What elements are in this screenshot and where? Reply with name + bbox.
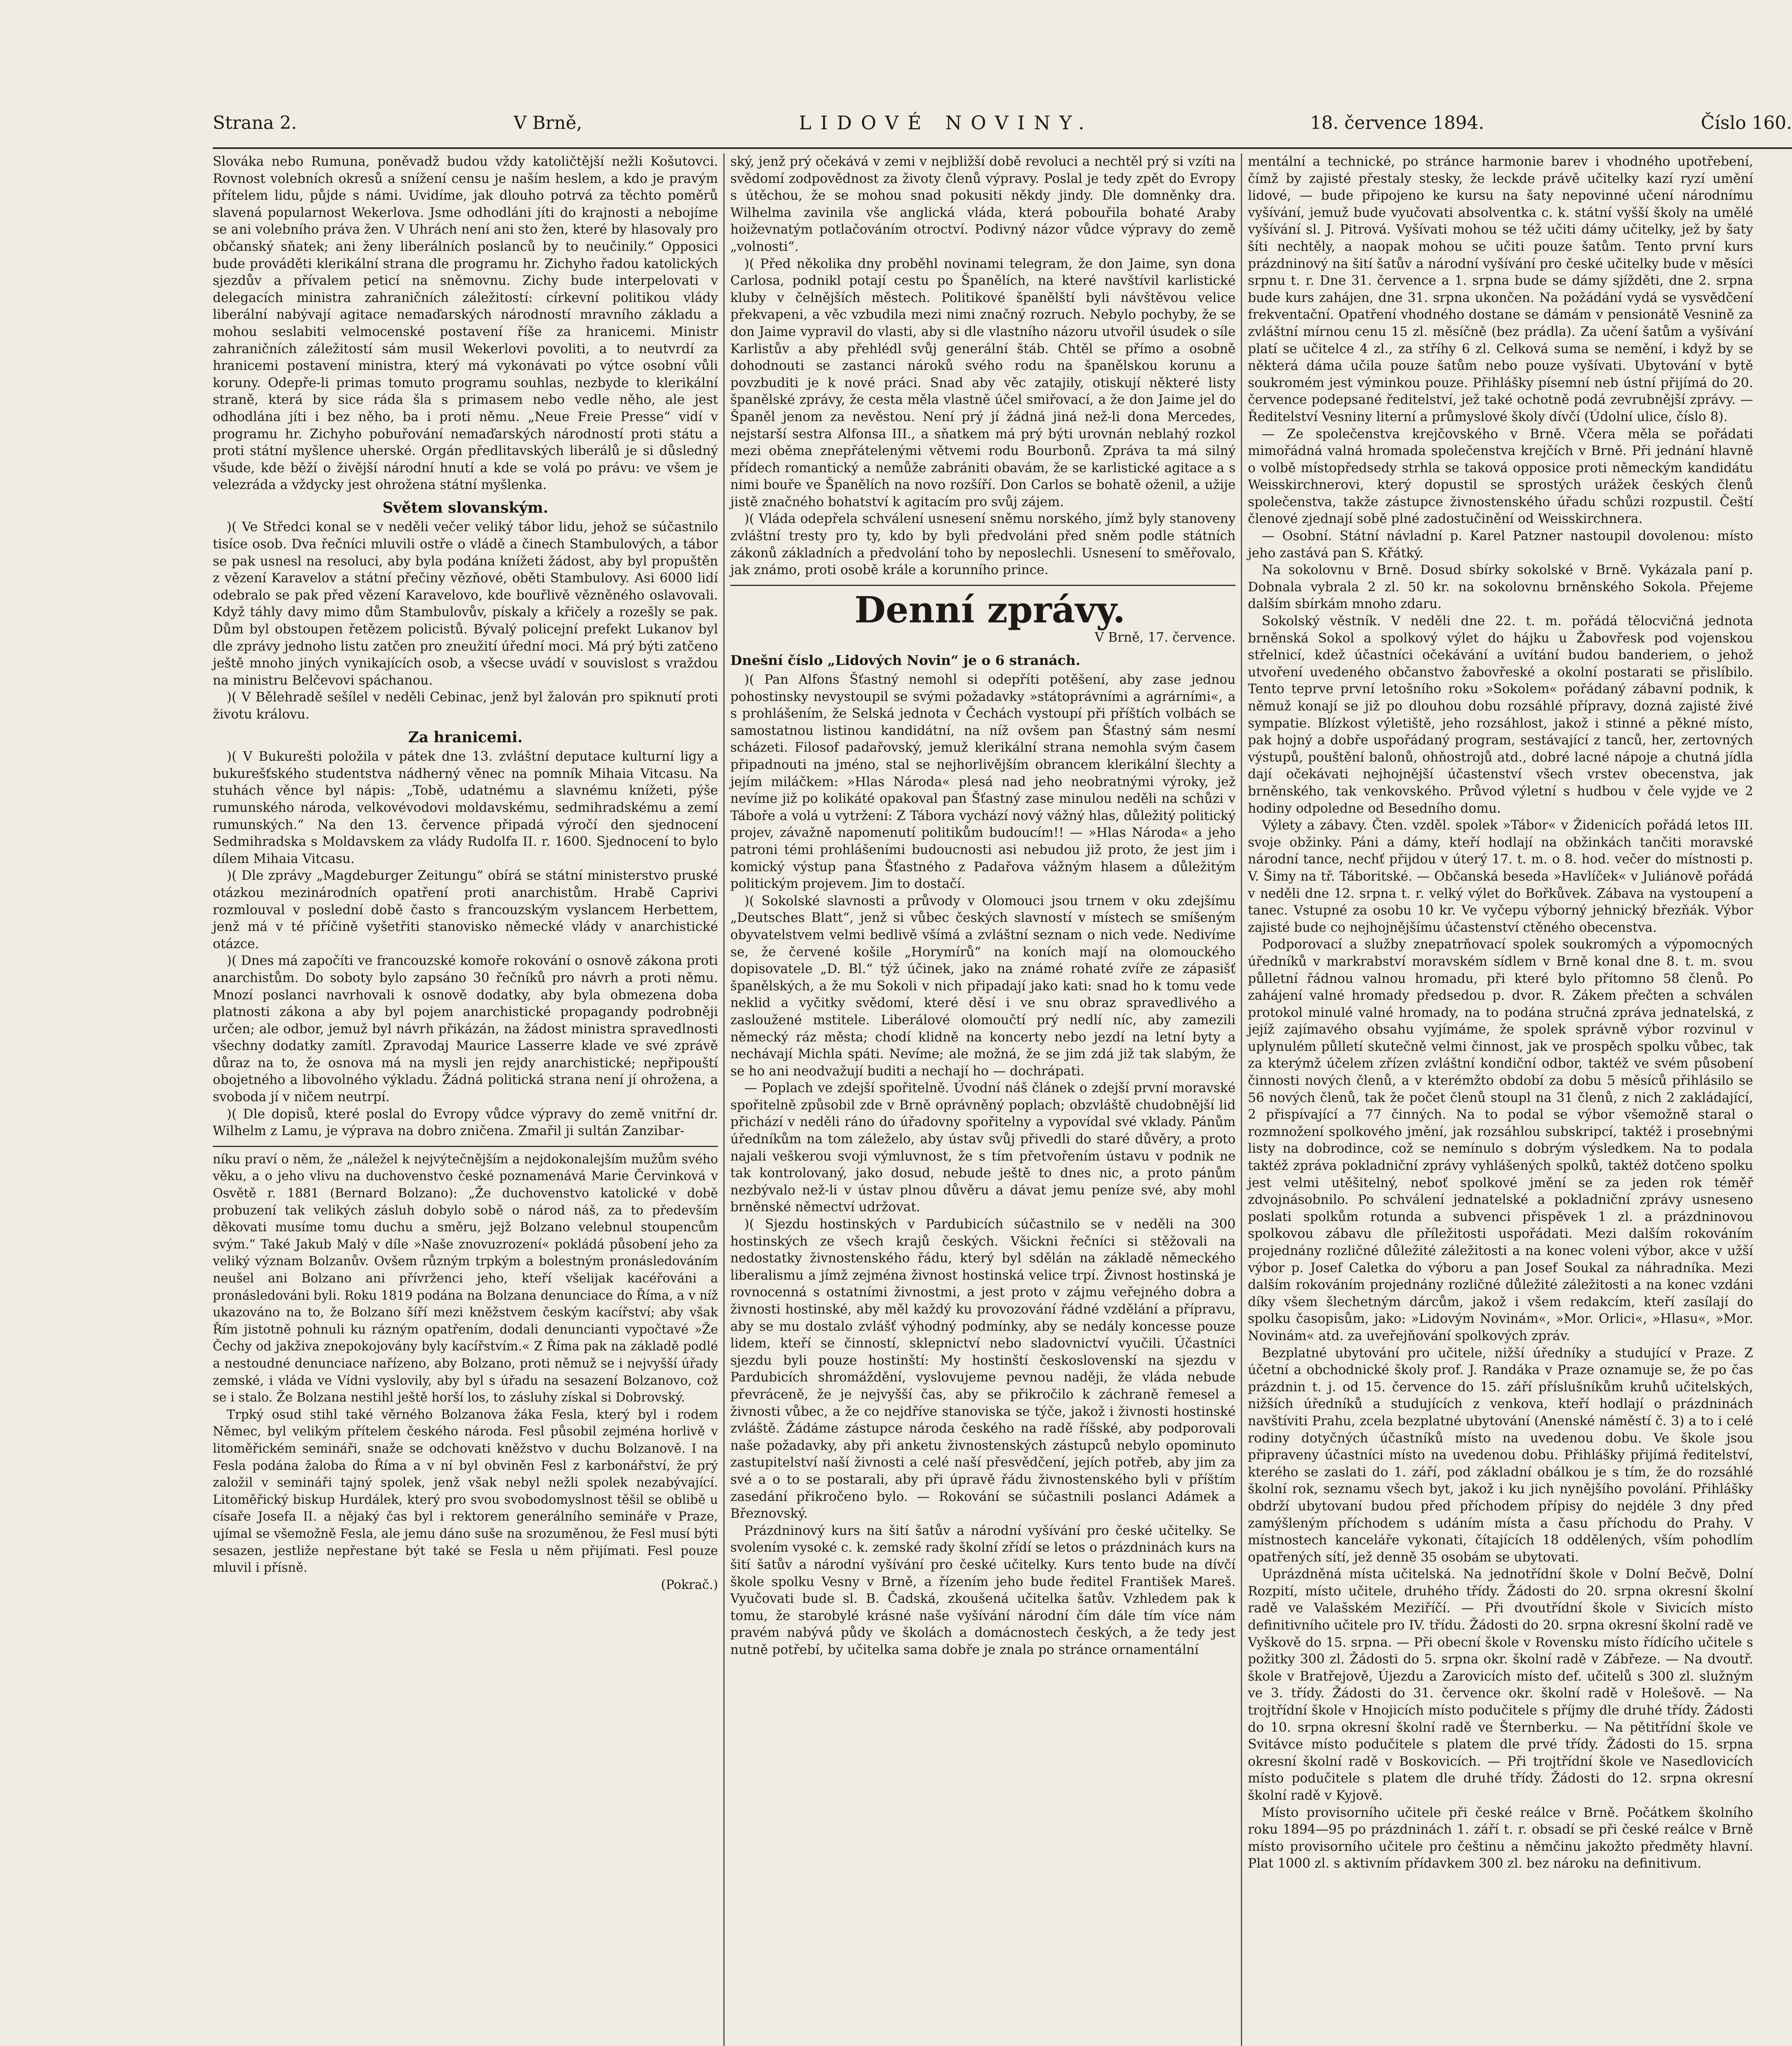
article-text: )( Dle zprávy „Magdeburger Zeitungu“ obírá se státní ministerstvo pruské otázkou mezinárodních opatření proti anarchistům. Hrabě Caprivi rozmlouval v poslední době často s francouzským vyslancem Herbettem, jenž má v té příčině vyšetřiti stanovisko německé vlády v anarchistické otázce. [213, 868, 718, 951]
dateline: V Brně, 17. července. [1094, 630, 1236, 645]
issue-date: 18. července 1894. [1310, 112, 1484, 133]
article-text: )( Pan Alfons Šťastný nemohl si odepříti potěšení, aby zase jednou pohostinsky nevystoupil se svými požadavky »státoprávními a agrárními«, a s prohlášením, že Selská jednota v Čechách vystoupí při příštích volbách se samostatnou listinou kandidátní, na níž ovšem pan Šťastný sám nesmí scházeti. Filosof padařovský, jemuž klerikální strana nemohla svým časem připadnouti na jméno, stal se nejhorlivějším obrancem klerikální šlechty a jejím miláčkem: »Hlas Národa« plesá nad jeho neobratnými výroky, jež nevíme již po kolikáté opakoval pan Šťastný zase minulou neděli na schůzi v Táboře a volá u vytržení: Z Tábora vychází nový vážný hlas, důležitý politický projev, závažně napomenutí politikům budoucím!! — »Hlas Národa« a jeho patroni témi prohlášeními budoucnosti asi nebudou již proto, že jest jim i komický výstup pana Šťastného z Padařova vážným hlasem a důležitým politickým projevem. Jim to dostačí. [730, 672, 1236, 892]
article-text: Uprázdněná místa učitelská. Na jednotřídní škole v Dolní Bečvě, Dolní Rozpití, místo učitele, druhého třídy. Žádosti do 20. srpna okresní školní radě ve Valašském Meziříčí. — Při dvoutřídní škole v Sivicích místo definitivního učitele pro IV. třídu. Žádosti do 20. srpna okresní školní radě ve Vyškově do 15. srpna. — Při obecní škole v Rovensku místo řídícího učitele s požitky 300 zl. Žádosti do 5. srpna okr. školní radě v Zábřeze. — Na dvoutř. škole v Bratřejově, Újezdu a Zarovicích místo def. učitelů s 300 zl. služným ve 3. třídy. Žádosti do 31. července okr. školní radě v Holešově. — Na trojtřídní škole v Hnojicích místo podučitele s příjmy dle druhé třídy. Žádosti do 10. srpna okresní školní radě ve Šternberku. — Na pětitřídní škole ve Svitávce místo podučitele s platem dle prvé třídy. Žádosti do 15. srpna okresní školní radě v Boskovicích. — Při trojtřídní škole ve Nasedlovicích místo podučitele s platem dle druhé třídy. Žádosti do 12. srpna okresní školní radě v Kyjově. [1248, 1567, 1753, 1803]
feuilleton-text: Trpký osud stihl také věrného Bolzanova žáka Fesla, který byl i rodem Němec, byl velikým přítelem českého národa. Fesl působil zejména horlivě v litoměřickém semináři, snaže se odchovati kněžstvo v duchu Bolzanově. I na Fesla podána žaloba do Říma a v ní byl obviněn Fesl z karbonářství, že prý založil v semináři tajný spolek, jenž však nebyl nežli spolek nezabývající. Litoměřický biskup Hurdálek, který pro svou svobodomyslnost těšil se oblibě u císaře Josefa II. a nějaký čas byl i rektorem generálního semináře v Praze, ujímal se všemožně Fesla, ale jemu dáno suše na srozuměnou, že Fesl musí býti sesazen, jestliže nepřestane být také se Fesla u něm přijímati. Fesl pouze mluvil i přísně. [213, 1407, 718, 1575]
feuilleton-divider [213, 1146, 718, 1147]
article-text: Podporovací a služby znepatrňovací spolek soukromých a výpomocných úředníků v markrabství moravském sídlem v Brně konal dne 8. t. m. svou půlletní řádnou valnou hromadu, při které bylo přítomno 58 členů. Po zahájení valné hromady předsedou p. dvor. R. Zákem přečten a schválen protokol minulé valné hromady, na to podána stručná zpráva jednatelská, z jejíž zajímavého obsahu vyjímáme, že spolek správně výbor rozvinul v uplynulém půlletí skutečně velmi činnost, jak ve prospěch spolku vůbec, tak za kterýmž účelem zřízen zvláštní kondiční odbor, taktéž ve svém působení činnosti nových členů, a v kterémžto období za dobu 5 měsíců přihlásilo se 56 nových členů, tak že počet členů stoupl na 31 členů, z nich 2 zakládající, 2 přispívající a 77 činných. Na to podal se výbor všemožně staral o rozmnožení spolkového jmění, jak rozsáhlou subskripcí, taktéž i prosebnými listy na dobrodince, což se nemínulo s dobrým výsledkem. Na to podala taktéž zpráva pokladniční zprávy vyhlášených spolků, taktéž dotčeno spolku jest velmi utěšitelný, neboť spolkové jmění se za jeden rok téměř zdvojnásobnilo. Po schválení jednatelské a pokladniční zprávy usneseno poslati spolkům rotunda a subvenci přispěvek 1 zl. a prázdninovou spolkovou zábavu dle příležitosti uspořádati. Mezi dalším rokováním projednány rozličné důležité záležitosti a na konec voleni výbor, akce v užší výbor p. Josef Caletka do výboru a pan Josef Soukal za náhradníka. Mezi dalším rokováním projednány rozličné důležité záležitosti a na konec vzdáni díky všem šlechetným dárcům, jakož i všem redakcím, kteří zasílají do spolku časopisům, jako: »Lidovým Novinám«, »Mor. Orlici«, »Hlasu«, »Mor. Novinám« atd. za uveřejňování spolkových zpráv. [1248, 937, 1753, 1343]
city: V Brně, [513, 112, 582, 133]
article-text: )( Dnes má započíti ve francouzské komoře rokování o osnově zákona proti anarchistům. Do soboty bylo zapsáno 30 řečníků pro návrh a proti němu. Mnozí poslanci navrhovali k osnově dodatky, aby byla obmezena doba platnosti zákona a aby byl pojem anarchistické propagandy podrobněji určen; ale odbor, jemuž byl návrh přikázán, na žádost ministra spravedlnosti všechny dodatky zamítl. Zpravodaj Maurice Lasserre klade ve své zprávě důraz na to, že osnova má na mysli jen rejdy anarchistické; nepřipouští obojetného a libovolného výkladu. Žádná politická strana není jí ohrožena, a svoboda jí v ničem neutrpí. [213, 953, 718, 1105]
article-text: Na sokolovnu v Brně. Dosud sbírky sokolské v Brně. Vykázala paní p. Dobnala vybrala 2 zl. 50 kr. na sokolovnu brněnského Sokola. Přejeme dalším sbírkám mnoho zdaru. [1248, 563, 1753, 612]
page-header [213, 98, 1792, 149]
article-text: )( V Bukurešti položila v pátek dne 13. zvláštní deputace kulturní ligy a bukurešťského studentstva nádherný věnec na pomník Mihaia Vitcasu. Na stuhách věnce byl nápis: „Tobě, udatnému a slavnému knížeti, pýše rumunského národa, velkovévodovi moldavskému, sedmihradskému a zemí rumunských.“ Na den 13. července připadá výročí den sjednocení Sedmihradska s Moldavskem za vlády Rudolfa II. r. 1600. Sjednocení to bylo dílem Mihaia Vitcasu. [213, 749, 718, 866]
section-heading: Za hranicemi. [408, 728, 523, 746]
article-text: )( Ve Středci konal se v neděli večer veliký tábor lidu, jehož se súčastnilo tisíce osob. Dva řečníci mluvili ostře o vládě a činech Stambulových, a tábor se pak usnesl na resoluci, aby byla podána knížeti žádost, aby byl propuštěn z vězení Karavelov a státní přečiny vězňové, oběti Stambulovy. Asi 6000 lidí odebralo se pak před vězení Karavelovo, kde bouřlivě vězněného oslavovali. Když táhly davy mimo dům Stambulovův, pískaly a křičely a rozešly se pak. Dům byl obstoupen řetězem policistů. Bývalý policejní prefekt Lukanov byl dle zprávy jednoho listu zatčen pro zneužití úřední moci. Má prý býti zatčeno ještě mnoho jiných vynikajících osob, a všecse uvádí v souvislost s vraždou na ministru Belčevovi spáchanou. [213, 520, 718, 688]
article-text: ský, jenž prý očekává v zemi v nejbližší době revoluci a nechtěl prý si vzíti na svědomí zodpovědnost za životy členů výpravy. Poslal je tedy zpět do Evropy s útěchou, že se mohou snad pokusiti někdy jindy. Dle domněnky dra. Wilhelma zavinila vše anglická vláda, která pobouřila bohaté Araby hoiževnatým potlačováním otroctví. Podivný názor vůdce výpravy do země „volnosti“. [730, 154, 1236, 254]
newspaper-page [213, 98, 1792, 2046]
page-number: Strana 2. [213, 112, 297, 133]
article-text: )( V Bělehradě sešílel v neděli Cebinac, jenž byl žalován pro spiknutí proti životu královu. [213, 690, 718, 722]
column-rule [1241, 153, 1242, 2046]
column-rule [723, 153, 725, 2046]
article-text: — Ze společenstva krejčovského v Brně. Včera měla se pořádati mimořádná valná hromada společenstva krejčích v Brně. Při jednání hlavně o volbě místopředsedy strhla se taková opposice proti německým kandidátu Weisskirchnerovi, který dopustil se sprostých urážek českých členů společenstva, takže zástupce živnostenského úřadu schůzi rozpustil. Čeští členové zjednají sobě plné zadostučinění od Weisskirchnera. [1248, 426, 1753, 527]
article-text: Bezplatné ubytování pro učitele, nižší úředníky a studující v Praze. Z účetní a obchodnické školy prof. J. Randáka v Praze oznamuje se, že po čas prázdnin t. j. od 15. července do 15. září příslušníkům kruhů učitelských, nižších úředníků a studujících z venkova, kteří hodlají o prázdninách navštíviti Prahu, zcela bezplatné ubytování (Anenské náměstí č. 3) a to i celé rodiny dotyčných účastníků místo na uvedenou dobu. Ve škole jsou připraveny účastníci místo na uvedenou dobu. Přihlášky přijímá ředitelství, kterého se zaslati do 1. září, pod základní obálkou je s tím, že do rozsáhlé školní rok, seznamu všech byt, jakož i ku jich nynějšího povolání. Přihlášky obdrží ubytovaní budou před příchodem přípisy do nejdéle 3 dny před zamýšleným příchodem s udáním místa a času příchodu do Prahy. V místnostech kanceláře vykonati, čítajících 18 oddělených, vším pohodlím opatřených sítí, jež denně 35 osobám se ubytovati. [1248, 1345, 1753, 1565]
article-text: Prázdninový kurs na šití šatův a národní vyšívání pro české učitelky. Se svolením vysoké c. k. zemské rady školní zřídí se letos o prázdninách kurs na šití šatův a národní vyšívání pro české učitelky. Kurs tento bude na dívčí škole spolku Vesny v Brně, a řízením jeho bude ředitel František Mareš. Vyučovati bude sl. B. Čadská, zkoušená učitelka šatův. Vzhledem pak k tomu, že starobylé krásné naše vyšívání národní čím dále tím více nám pravém nabývá půdy ve školách a domácnostech českých, a že tedy jest nutně potřebí, by učitelka sama dobře je znala po stránce ornamentální [730, 1523, 1236, 1657]
column-1 [213, 153, 718, 2046]
article-text: Slováka nebo Rumuna, poněvadž budou vždy katoličtější nežli Košutovci. Rovnost volebních okresů a snížení censu je naším heslem, a kdo je pravým přítelem lidu, půjde s námi. Uvidíme, jak dlouho potrvá za těchto poměrů slavená popularnost Wekerlova. Jsme odhodláni jíti do krajnosti a nebojíme se ani volebního práva žen. V Uhrách není ani sto žen, které by hlasovaly pro občanský sňatek; ani ženy liberálních poslanců by to neučinily.“ Opposici bude prováděti klerikální strana dle programu hr. Zichyho řadou katolických sjezdův a přívalem peticí na sněmovnu. Zichy bude interpelovati v delegacích ministra zahraničních záležitostí: církevní politikou vlády liberální nabývají agitace nemaďarských národností mravního základu a mohou seslabiti velmocenské postavení říše za hranicemi. Ministr zahraničních záležitostí sám musil Wekerlovi povoliti, a to neutvrdí za hranicemi postavení ministra, který má vykonávati po výtce osobní vůli koruny. Odepře-li primas tomuto programu souhlas, nezbyde to klerikální straně, která by sice ráda šla s primasem nebo vedle něho, ale jest odhodlána jíti i bez něho, ba i proti němu. „Neue Freie Presse“ vidí v programu hr. Zichyho pobuřování nemaďarských národností proti státu a proti státní myšlence uherské. Orgán předlitavských liberálů je si důsledný všude, kde běží o živější národní hnutí a kde se volá po právu: ve všem je velezráda a vždycky jest ohrožena státní myšlenka. [213, 154, 718, 493]
column-2 [730, 153, 1236, 2046]
section-title-denni-zpravy: Denní zprávy. [854, 588, 1126, 631]
article-text: Výlety a zábavy. Čten. vzděl. spolek »Tábor« v Židenicích pořádá letos III. svoje obžinky. Páni a dámy, kteří hodlají na obžinkách tančiti moravské národní tance, nechť přijdou v úterý 17. t. m. o 8. hod. večer do místnosti p. V. Šimy na tř. Táboritské. — Občanská beseda »Havlíček« v Juliánově pořádá v neděli dne 12. srpna t. r. velký výlet do Bořkůvek. Zábava na vystoupení a tanec. Vstupné za osobu 10 kr. Ve vyčepu výborný jehnický březňák. Výbor zajisté bude co nejhojnějšímu účastenství ctěného obecenstva. [1248, 818, 1753, 935]
article-text: Sokolský věstník. V neděli dne 22. t. m. pořádá tělocvičná jednota brněnská Sokol a spolkový výlet do hájku u Žabovřesk pod vojenskou střelnicí, kdež účastníci očekávání a uvítání budou banderiem, o jehož utvoření uvedeného občanstvo žabovřeské a okolní postarati se přislíbilo. Tento teprve první letošního roku »Sokolem« pořádaný zábavní podnik, k němuž konají se již po dlouhou dobu rozsáhlé přípravy, dozná zajisté živé sympatie. Blízkost výletiště, jeho rozsáhlost, jakož i stinné a pěkné místo, pak hojný a dobře uspořádaný program, sestávající z tanců, her, zertovných výstupů, pouštění balonů, ohňostrojů atd., dobré lacné nápoje a chutná jídla dají očekávati nejhojnější účastenství všech vrstev obecenstva, jak brněnského, tak venkovského. Průvod výletní s hudbou v čele vyjde ve 2 hodiny odpoledne od Besedního domu. [1248, 614, 1753, 816]
feuilleton-text: níku praví o něm, že „náležel k nejvýtečnějším a nejdokonalejším mužům svého věku, a o jeho vlivu na duchovenstvo české poznamenává Marie Červinková v Osvětě r. 1881 (Bernard Bolzano): „Že duchovenstvo katolické v době probuzení tak velikých zásluh dobylo sobě o národ náš, za to především děkovati musíme tomu duchu a směru, jejž Bolzano velebnul stoupencům svým.“ Také Jakub Malý v díle »Naše znovuzrození« pokládá působení jeho za veliký význam Bolzanův. Ovšem různým trpkým a bolestným pronásledováním neušel ani Bolzano ani přívrženci jeho, kteří všelijak kacéřováni a pronásledováni byli. Roku 1819 podána na Bolzana denunciace do Říma, a v níž ukazováno na to, že Bolzano šíří mezi kněžstvem českým kacířství; aby však Řím jistotně pohnuli ku rázným opatřením, dodali denuncianti vypočtavé »Že Čechy od jakživa znepokojovány byly kacířstvím.« Z Říma pak na základě podlé a nestoudné denunciace nařízeno, aby Bolzano, proti němuž se i nejvyšší úřady zemské, i vláda ve Vídni vyslovily, aby byl s úřadu na sesazení Bolzanovo, což se i stalo. Že Bolzana nestihl ještě horší los, to zásluhy získal si Dobrovský. [213, 1152, 718, 1405]
article-text: )( Sjezdu hostinských v Pardubicích súčastnilo se v neděli na 300 hostinských ze všech krajů českých. Všickni řečníci si stěžovali na nedostatky živnostenského řádu, který byl sdělán na základě německého liberalismu a jímž zejména živnost hostinská velice trpí. Živnost hostinská je rovnocenná s ostatními živnostmi, a jest proto v zájmu veřejného dobra a živnosti hostinské, aby měl každý ku provozování řádné vzdělání a přípravu, aby se mu dostalo zvlášť výhodný podmínky, aby se nedály koncesse pouze lidem, kteří se činností, sklepnictví nebo sladovnictví vyučili. Účastníci sjezdu byli pouze hostinští: My hostinští československí na sjezdu v Pardubicích shromáždění, vyslovujeme pevnou naději, že vláda nebude převráceně, že je nejvyšší čas, aby se přikročilo k záchraně řemesel a živnosti vůbec, a že co nejdříve stanoviska se týče, jakož i živnosti hostinské zvláště. Žádáme zástupce národa českého na radě říšské, aby podporovali naše požadavky, aby při anketu živnostenských zástupců nebylo opominuto zastupitelství naší živnosti a celé naší přesvědčení, jejích potřeb, aby jim za své a o to se postarali, aby při úpravě řádu živnostenského byli v příštím zasedání přikročeno bylo. — Rokování se súčastnili poslanci Adámek a Březnovský. [730, 1217, 1236, 1521]
column-3 [1248, 153, 1753, 2046]
issue-note: Dnešní číslo „Lidových Novin“ je o 6 stranách. [730, 652, 1081, 669]
continuation-note: (Pokrač.) [661, 1577, 718, 1592]
section-heading: Světem slovanským. [382, 499, 549, 516]
article-text: — Osobní. Státní návladní p. Karel Patzner nastoupil dovolenou: místo jeho zastává pan S. Křátký. [1248, 529, 1753, 561]
issue-number: Číslo 160. [1701, 112, 1792, 133]
article-text: )( Dle dopisů, které poslal do Evropy vůdce výpravy do země vnitřní dr. Wilhelm z Lamu, je výprava na dobro zničena. Zmařil ji sultán Zanzibar- [213, 1106, 718, 1139]
article-text: Místo provisorního učitele při české reálce v Brně. Počátkem školního roku 1894—95 po prázdninách 1. září t. r. obsadí se při české reálce v Brně místo provisorního učitele pro češtinu a němčinu jakožto předměty hlavní. Plat 1000 zl. s aktivním přídavkem 300 zl. bez nároku na definitivum. [1248, 1805, 1753, 1871]
article-text: — Poplach ve zdejší spořitelně. Úvodní náš článek o zdejší první moravské spořitelně způsobil zde v Brně oprávněný poplach; obzvláště chudobnější lid přichází v neděli ráno do úřadovny spořitelny a vypovídal své vklady. Pánům úředníkům na tom záleželo, aby ústav svůj přivedli do staré důvěry, a proto najali veškerou svoji výmluvnost, že s tím přetvořením ústavu v podnik ne tak kontrolovaný, jako dosud, nebude ještě to dnes nic, a proto pánům nezbývalo než-li v ústav plnou důvěru a dávat jemu peníze své, aby mohl brněnské němectví udržovat. [730, 1081, 1236, 1215]
article-text: mentální a technické, po stránce harmonie barev i vhodného upotřebení, čímž by zajisté přestaly stesky, že leckde právě učitelky kazí ryzí umění lidové, — bude připojeno ke kursu na šaty nepovinné učení národnímu vyšívání, jemuž bude vyučovati absolventka c. k. státní vyšší školy na umělé vyšívání sl. J. Pitrová. Vyšívati mohou se též učiti dámy učitelky, jež by šaty šíti nechtěly, a naopak mohou se učiti pouze šatům. Tento první kurs prázdninový na šití šatův a národní vyšívání pro české učitelky bude v měsíci srpnu t. r. Dne 31. července a 1. srpna bude se dámy sjížděti, dne 2. srpna bude kurs zahájen, dne 31. srpna ukončen. Na požádání vydá se vysvědčení frekventační. Opatření vhodného dostane se dámám v pensionátě Vesnině za zvláštní mírnou cenu 15 zl. měsíčně (bez prádla). Za učení šatům a vyšívání platí se učitelce 4 zl., za stříhy 6 zl. Celková suma se nemění, i když by se některá dáma učila pouze šatům nebo pouze vyšívati. Ubytování v bytě soukromém jest výminkou pouze. Přihlášky písemní neb ústní přijímá do 20. července podepsané ředitelství, jež také ochotně podá zevrubnější zprávy. — Ředitelství Vesniny literní a průmyslové školy dívčí (Údolní ulice, číslo 8). [1248, 154, 1753, 424]
section-divider [730, 585, 1236, 586]
article-text: )( Před několika dny proběhl novinami telegram, že don Jaime, syn dona Carlosa, podnikl potají cestu po Španělích, na které navštívil karlistické kluby v čelnějších městech. Politikové španělští byli návštěvou velice překvapeni, a věc vzbudila mezi nimi značný rozruch. Nebylo pochyby, že se don Jaime vypravil do vlasti, aby si dle vlastního názoru utvořil úsudek o síle Karlistův a aby přehlédl svůj generální štáb. Chtěl se přímo a osobně dohodnouti se zastanci nároků svého rodu na španělskou korunu a povzbuditi je k nové práci. Snad aby věc zatajily, otiskují některé listy španělské zprávy, že cesta měla vlastně účel smiřovací, a že don Jaime jel do Španěl jenom za nevěstou. Není prý jí žádná jiná než-li dona Mercedes, nejstarší sestra Alfonsa III., a sňatkem má prý býti urovnán neblahý rozkol mezi oběma znepřátelenými větvemi rodu Bourbonů. Zpráva ta má silný přídech romantický a nemůže zabrániti obavám, že se karlistické agitace a s nimi bouře ve Španělích na novo rozšíří. Don Carlos se bohatě oženil, a užije jistě značného bohatství k agitacím pro svůj zájem. [730, 256, 1236, 509]
masthead-title: LIDOVÉ NOVINY. [799, 112, 1094, 134]
feuilleton [213, 1151, 718, 1593]
article-text: )( Vláda odepřela schválení usnesení sněmu norského, jímž byly stanoveny zvláštní tresty pro ty, kdo by byli předvoláni před sněm podle státních zákonů základních a předvolání toho by neposlechli. Usnesení to směřovalo, jak známo, proti osobě krále a korunního prince. [730, 512, 1236, 578]
article-text: )( Sokolské slavnosti a průvody v Olomouci jsou trnem v oku zdejšímu „Deutsches Blatt“, jenž si vůbec českých slavností v místech se smíšeným obyvatelstvem velmi bedlivě všímá a zvláštní seznam o nich vede. Nedivíme se, že červené košile „Horymírů“ na koních mají na olomouckého dopisovatele „D. Bl.“ týž účinek, jako na známé rohaté zvíře ze zápasišť španělských, a že mu Sokoli v nich připadají jako kati: snad ho k tomu vede neklid a vyčitky svědomí, které děsí i ve snu obraz spravedlivého a zasloužené mstitele. Liberálové olomoučtí prý nedlí níc, aby zamezili německý ráz města; chodí klidně na koncerty nebo jezdí na letní byty a nechávají Michla spáti. Nevíme; ale možná, že se jim zdá již tak slabým, že se ho ani neodvažují buditi a nechají ho — dochrápati. [730, 893, 1236, 1079]
